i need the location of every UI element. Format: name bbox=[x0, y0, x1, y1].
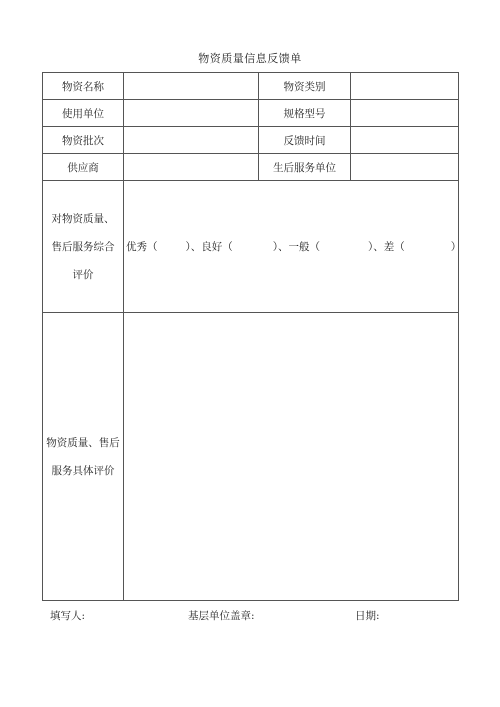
overall-evaluation-label bbox=[43, 181, 124, 313]
supplier-field[interactable] bbox=[124, 154, 259, 181]
material-name-label: 物资名称 bbox=[43, 73, 124, 100]
unit-seal-label: 基层单位盖章: bbox=[188, 610, 255, 622]
date-label: 日期: bbox=[355, 610, 380, 622]
material-name-field[interactable] bbox=[124, 73, 259, 100]
spec-model-label: 规格型号 bbox=[259, 100, 351, 127]
form-title: 物资质量信息反馈单 bbox=[198, 52, 302, 65]
after-sales-unit-field[interactable] bbox=[351, 154, 459, 181]
rating-close-paren: ） bbox=[450, 241, 462, 253]
table-row bbox=[43, 73, 459, 100]
table-row bbox=[43, 127, 459, 154]
detail-evaluation-label bbox=[43, 313, 124, 601]
overall-label-line3: 评价 bbox=[72, 268, 94, 281]
detail-label-line1: 物资质量、售后 bbox=[46, 436, 120, 449]
after-sales-unit-label: 生后服务单位 bbox=[259, 154, 351, 181]
user-unit-label: 使用单位 bbox=[43, 100, 124, 127]
feedback-time-label: 反馈时间 bbox=[259, 127, 351, 154]
detail-label-line2: 服务具体评价 bbox=[51, 464, 115, 477]
rating-excellent[interactable]: 优秀（ bbox=[126, 241, 158, 253]
table-row bbox=[43, 154, 459, 181]
supplier-label: 供应商 bbox=[43, 154, 124, 181]
feedback-time-field[interactable] bbox=[351, 127, 459, 154]
overall-evaluation-label-text bbox=[52, 205, 115, 289]
rating-poor[interactable]: ）、差（ bbox=[368, 241, 405, 253]
filled-by-label: 填写人: bbox=[50, 610, 86, 622]
table-row bbox=[43, 313, 459, 601]
user-unit-field[interactable] bbox=[124, 100, 259, 127]
spec-model-field[interactable] bbox=[351, 100, 459, 127]
detail-evaluation-label-text bbox=[46, 429, 120, 485]
overall-rating-options[interactable] bbox=[124, 181, 462, 313]
material-category-label: 物资类别 bbox=[259, 73, 351, 100]
rating-average[interactable]: ）、一般（ bbox=[272, 241, 320, 253]
material-batch-label: 物资批次 bbox=[43, 127, 124, 154]
material-category-field[interactable] bbox=[351, 73, 459, 100]
table-row bbox=[43, 100, 459, 127]
feedback-form-table bbox=[42, 72, 462, 601]
overall-label-line2: 售后服务综合 bbox=[51, 240, 115, 253]
material-batch-field[interactable] bbox=[124, 127, 259, 154]
rating-good[interactable]: ）、良好（ bbox=[185, 241, 233, 253]
table-row bbox=[43, 181, 459, 313]
detail-evaluation-field[interactable] bbox=[124, 313, 459, 601]
overall-label-line1: 对物资质量、 bbox=[51, 212, 115, 225]
